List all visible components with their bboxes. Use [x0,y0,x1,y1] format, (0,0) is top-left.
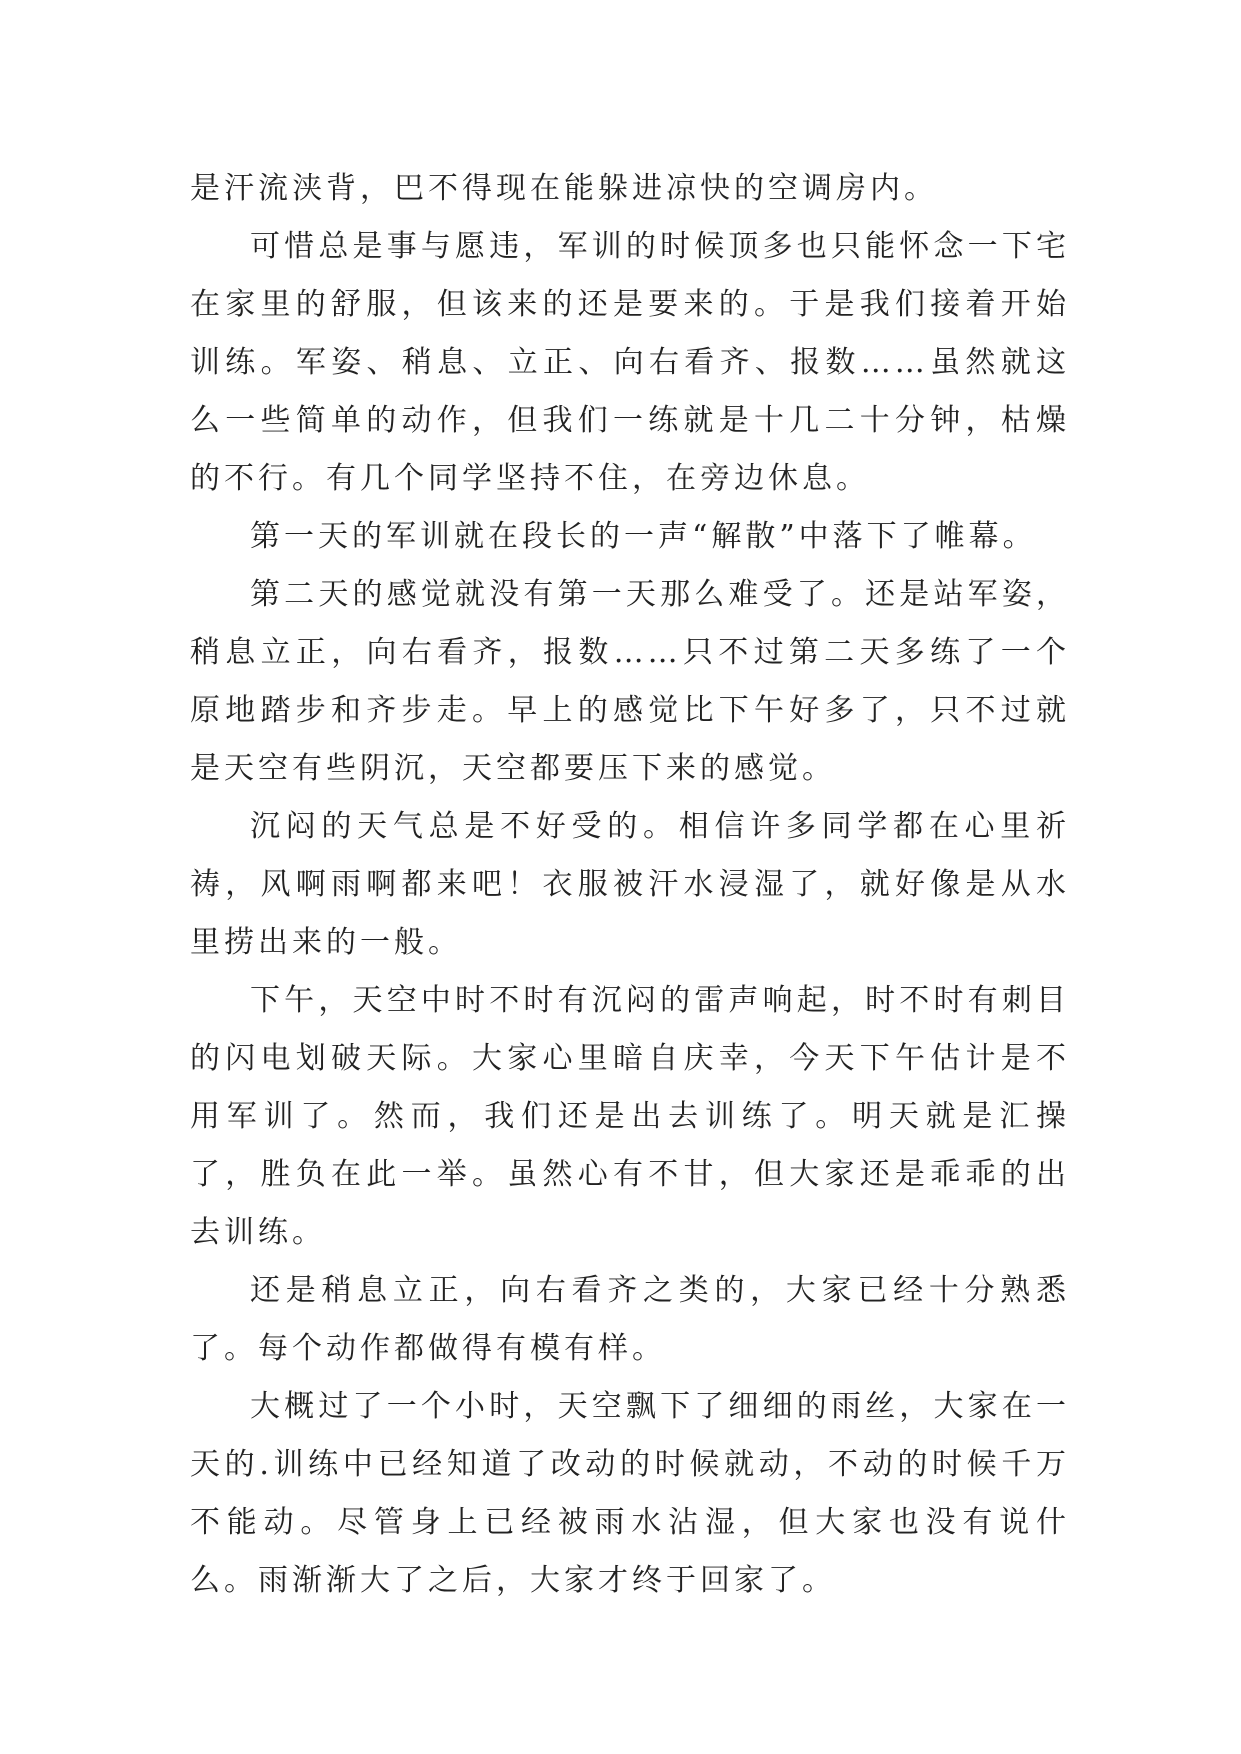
paragraph: 大概过了一个小时，天空飘下了细细的雨丝，大家在一天的.训练中已经知道了改动的时候就动，不动的时候千万不能动。尽管身上已经被雨水沾湿，但大家也没有说什么。雨渐渐大了之后，大家才终于回家了。 [190,1389,1070,1598]
paragraph: 可惜总是事与愿违，军训的时候顶多也只能怀念一下宅在家里的舒服，但该来的还是要来的。于是我们接着开始训练。军姿、稍息、立正、向右看齐、报数……虽然就这么一些简单的动作，但我们一练就是十几二十分钟，枯燥的不行。有几个同学坚持不住，在旁边休息。 [190,229,1070,496]
paragraph: 沉闷的天气总是不好受的。相信许多同学都在心里祈祷，风啊雨啊都来吧！衣服被汗水浸湿了，就好像是从水里捞出来的一般。 [190,809,1070,960]
paragraph: 还是稍息立正，向右看齐之类的，大家已经十分熟悉了。每个动作都做得有模有样。 [190,1273,1070,1366]
paragraph: 第一天的军训就在段长的一声“解散”中落下了帷幕。 [250,519,1037,554]
paragraph: 是汗流浃背，巴不得现在能躲进凉快的空调房内。 [190,171,938,206]
paragraph: 第二天的感觉就没有第一天那么难受了。还是站军姿，稍息立正，向右看齐，报数……只不过第二天多练了一个原地踏步和齐步走。早上的感觉比下午好多了，只不过就是天空有些阴沉，天空都要压下来的感觉。 [190,577,1070,786]
body-text [190,160,1070,1610]
paragraph: 下午，天空中时不时有沉闷的雷声响起，时不时有刺目的闪电划破天际。大家心里暗自庆幸，今天下午估计是不用军训了。然而，我们还是出去训练了。明天就是汇操了，胜负在此一举。虽然心有不甘，但大家还是乖乖的出去训练。 [190,983,1070,1250]
